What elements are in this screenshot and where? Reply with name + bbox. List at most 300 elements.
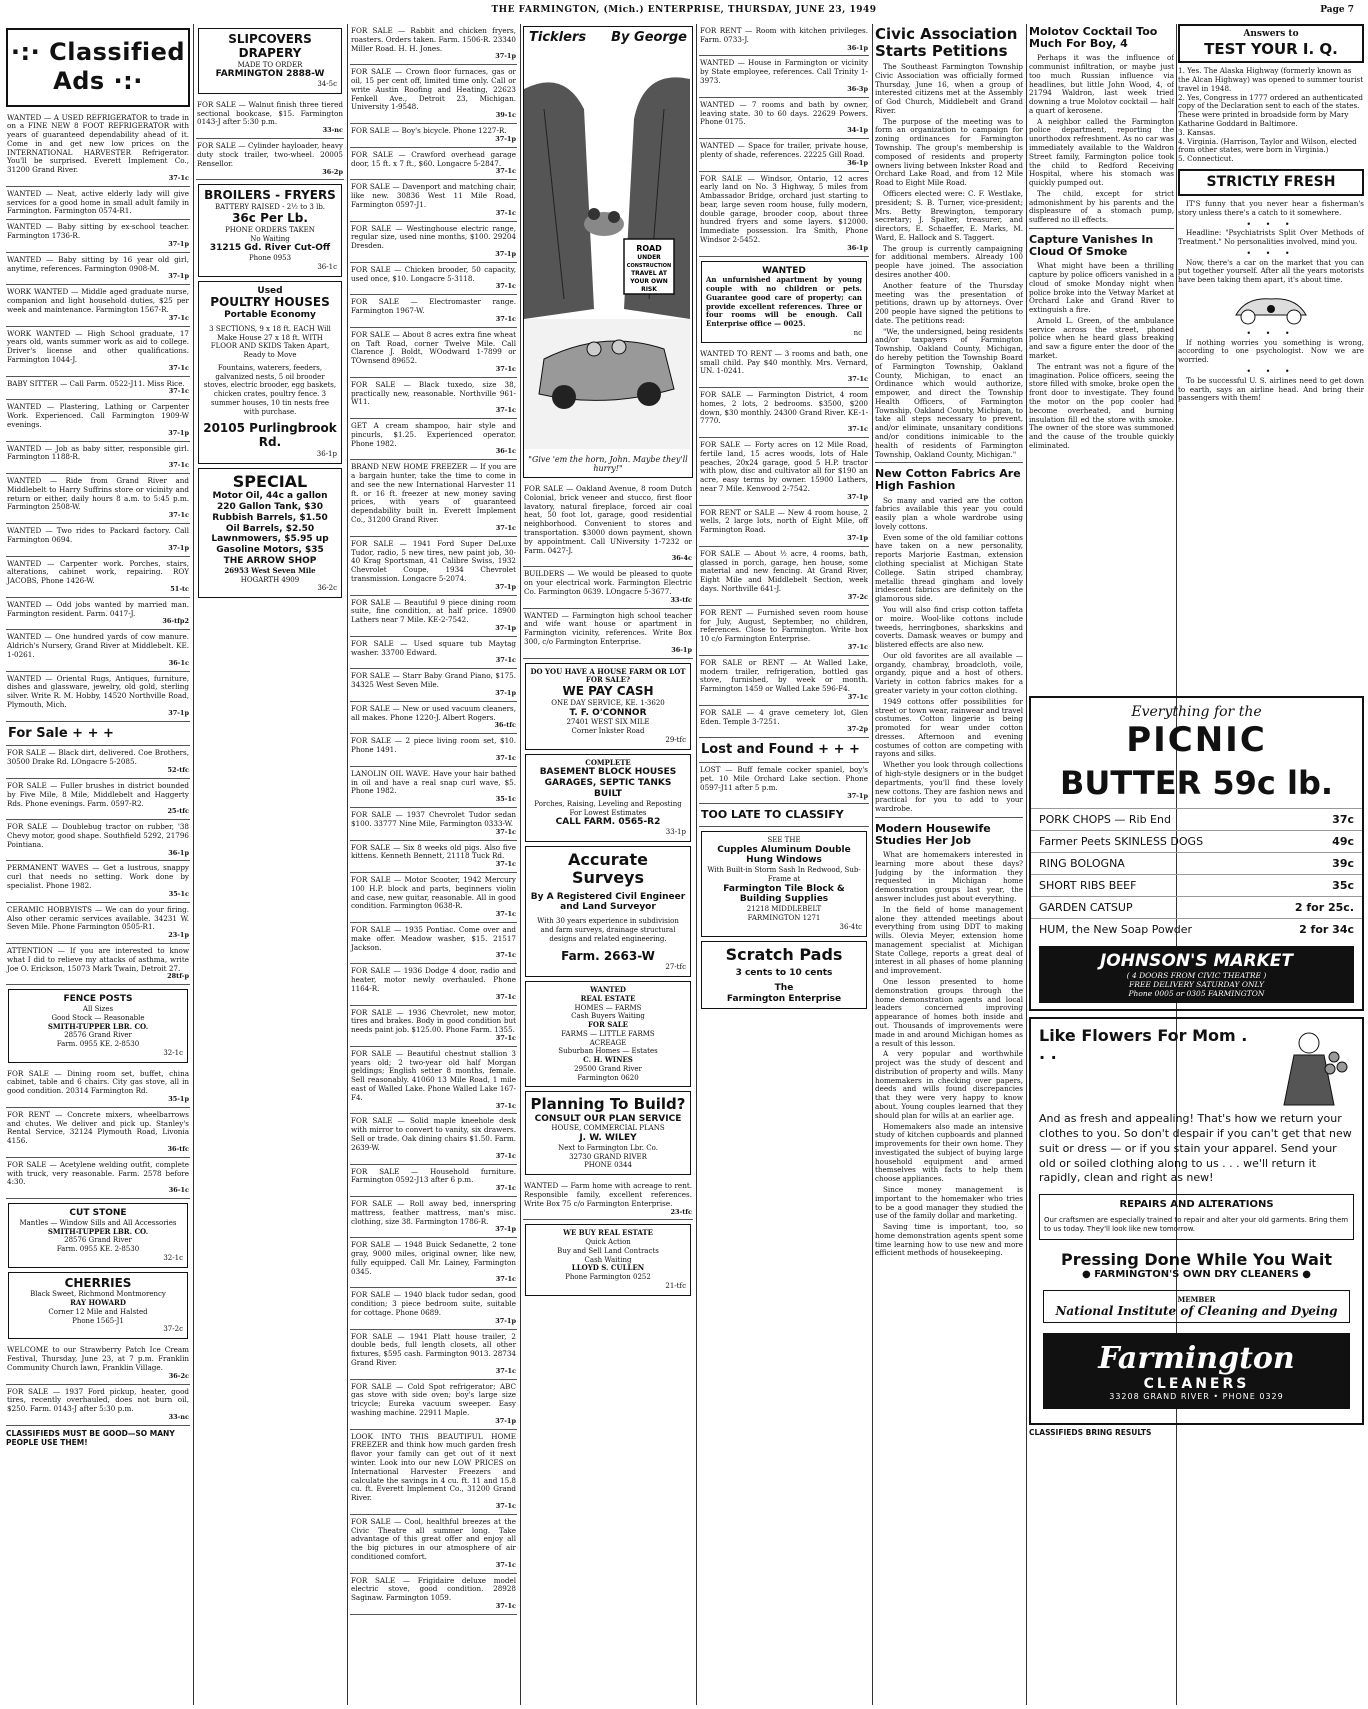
johnsons-market-ad [1029,696,1364,1011]
classified-ad [699,547,869,606]
ad-code: 34-1p [847,126,868,135]
ad-text: FOR SALE — Davenport and matching chair, like new. 30836 West 11 Mile Road, Farmington 0597-J1. [351,182,516,209]
story-paragraph: Officers elected were: C. F. Westlake, president; S. B. Turner, vice-president; Mrs. Betty Brewington, temporary secretary; J. Spalter, treasurer, and directors, E. Schaeffer, E. Marks, M. Ward, E. Hallock and S. Taggert. [875,188,1023,242]
classified-ad [6,285,190,326]
realestate-line: Cash Buyers Waiting [571,1012,645,1021]
cherries-line: Black Sweet, Richmond Montmorency [30,1290,166,1299]
molotov-story [1029,26,1174,225]
ad-code: 37-1c [495,167,516,176]
special-item: 220 Gallon Tank, $30 [216,501,324,512]
ad-code: 37-1p [495,249,516,258]
story-headline: New Cotton Fabrics Are High Fashion [875,467,1021,493]
classified-ad [6,598,190,630]
ad-code: 35-1p [168,1094,189,1103]
ad-text: FOR SALE — Household furniture. Farmington 0592-J13 after 6 p.m. [351,1166,516,1185]
ad-text: FOR SALE — Forty acres on 12 Mile Road, fertile land, 15 acres woods, lots of Hale peaches, 20x24 garage, good 5 H.P. tractor with plow, disc and cultivator all for $190 an acre, easy terms by owner. 15900 Lathers, near 7 Mile. Kenwood 2-7542. [700,440,868,493]
classified-ad [699,506,869,547]
classified-ad [350,1047,517,1115]
classified-ad [350,841,517,873]
poultry-line: 3 SECTIONS, 9 x 18 ft. EACH Will Make House 27 x 18 ft. WITH FLOOR AND SKIDS Taken Apart, Ready to Move [209,324,331,360]
cullen-line: Cash Waiting [584,1255,632,1264]
classified-ad [523,1179,693,1220]
ad-code: 36-1p [671,645,692,654]
ad-text: FOR SALE — Windsor, Ontario, 12 acres early land on No. 3 Highway, 5 miles from Ambassador Bridge, orchard just starting to bear, large seven room house, fully modern, double garage, brooder coop, about three hundred fryers and some layers. $12000. Immediate possession. Ira Smith, Phone Windsor 2-5452. [700,173,868,244]
ad-code: 37-1c [495,523,516,532]
ad-code: 37-1p [495,134,516,143]
classified-ads-title: ·:· Classified Ads ·:· [6,28,190,107]
ad-code: 23-1p [168,931,189,940]
cherries-ad [8,1272,188,1340]
ad-text: FOR SALE — Acetylene welding outfit, complete with truck, very reasonable. Farm. 2578 before 4:30. [7,1159,189,1187]
ad-text: WANTED — Oriental Rugs, Antiques, furniture, dishes and glassware, jewelry, old gold, sterling silver. Write R. M. Hobby, 14520 Northville Road, Plymouth, Mich. [7,673,189,709]
scratch-price: 3 cents to 10 cents [735,967,833,978]
ad-text: FOR SALE — 1937 Ford pickup, heater, good tires, recently overhauled, does not burn oil, $250. Farm. 0143-J after 5:30 p.m. [7,1386,189,1414]
masthead-title: THE FARMINGTON, (Mich.) ENTERPRISE, THURSDAY, JUNE 23, 1949 [491,5,877,15]
story-body [1029,262,1174,450]
col4-ads [523,482,693,658]
story-paragraph: Arnold L. Green, of the ambulance service across the street, phoned police when he heard glass breaking and saw a figure enter the door of the market. [1029,315,1174,361]
ad-code: 36-1c [168,658,189,667]
ad-text: FOR SALE — Westinghouse electric range, regular size, used nine months, $100. 29204 Dresden. [351,223,516,251]
surveys-line: With 30 years experience in subdivision and farm surveys, drainage structural designs and related engineering. [537,917,679,943]
classified-ad [523,609,693,659]
item-price: 37c [1332,813,1354,826]
ad-code: 37-1p [168,272,189,281]
ad-text: FOR RENT — Furnished seven room house for July, August, September, no children, references. Close to Farmington. Write box 10 c/o Farmington Enterprise. [700,607,868,644]
ad-code: 33-1p [665,828,686,837]
ad-code: 36-1c [495,447,516,456]
story-paragraph: A very popular and worthwhile project was the study of descent and distribution of property and wills. Many homemakers in checking over papers, deeds and wills found discrepancies that they were very happy to know about. Young couples learned that they should plan for wills at an earlier age. [875,1049,1023,1120]
story-paragraph: The child, except for strict admonishment by his parents and the displeasure of a stomach pump, suffered no ill effects. [1029,188,1174,225]
classified-ad [699,347,869,388]
classified-ad [6,400,190,441]
ad-code: 37-1p [495,1416,516,1425]
classified-ad [350,124,517,148]
classified-ad [6,187,190,220]
cullen-ad [525,1224,691,1295]
classified-ad [6,327,190,377]
ad-code: 37-1p [495,582,516,591]
ad-code: 37-1c [847,692,868,701]
ad-code: 37-1c [168,511,189,520]
story-paragraph: What might have been a thrilling capture by police officers vanished in a cloud of smoke Monday night when police broke into the Vetway Market at Orchard Lake and Grand River to extinguish a fire. [1029,261,1174,315]
ad-code: 37-1c [168,387,189,396]
ad-code: 37-1c [495,1033,516,1042]
ad-text: FOR SALE — Cool, healthful breezes at the Civic Theatre all summer long. Take advantage of this great offer and enjoy all the big pictures in our atmosphere of air conditioned comfort. [351,1516,516,1561]
ad-text: FOR SALE — Frigidaire deluxe model electric stove, good condition. 28928 Saginaw. Farmington 1059. [351,1575,516,1603]
strictly-fresh-column [1178,200,1364,403]
ad-text: FOR SALE — Black dirt, delivered. Coe Brothers, 30500 Drake Rd. LOngacre 5-2085. [7,748,189,767]
ad-code: 37-1p [168,543,189,552]
ad-code: 28tf-p [167,972,189,981]
ad-text: ATTENTION — If you are interested to know what I did to relieve my attacks of asthma, write Joe O. Erickson, 15073 Mark Twain, Detroit 27. [7,946,189,973]
story-body [875,497,1023,814]
ad-text: FOR SALE — 1937 Chevrolet Tudor sedan $100. 33777 Nine Mile, Farmington 0333-W. [351,810,516,828]
ad-code: 37-1p [495,623,516,632]
butter-price: BUTTER 59c lb. [1059,764,1334,802]
ad-text: WELCOME to our Strawberry Patch Ice Cream Festival, Thursday, June 23, at 7 p.m. Franklin Community Church lawn, Franklin Village. [7,1345,189,1372]
ad-code: 52-tfc [167,766,189,775]
ad-code: 33-nc [322,126,343,135]
ad-text: WANTED — Farm home with acreage to rent. Responsible family, excellent references. Write Box 75 c/o Farmington Enterprise. [524,1181,692,1208]
classified-ad [350,460,517,536]
cleaners-headline: Like Flowers For Mom . . . [1039,1026,1248,1064]
ad-text: WORK WANTED — High School graduate, 17 years old, wants summer work as aid to college. Driver's license and other qualifications. Farmington 1044-J. [7,328,189,364]
ad-text: FOR SALE — Rabbit and chicken fryers, roasters. Orders taken. Farm. 1506-R. 23340 Miller Road. H. H. Jones. [351,26,516,53]
cleaners-text: And as fresh and appealing! That's how we return your clothes to you. So don't despair if you can't get that new suit or dress — or if you stain your apparel. Send your old or soiled clothing along to us . . . we'll return it rapidly, clean and right as new! [1039,1112,1352,1185]
ad-code: 36-2c [168,1371,189,1380]
column-rule [696,24,697,1705]
ad-code: nc [853,328,862,337]
realestate-line: WANTED [590,985,626,995]
ad-code: 36-1p [847,158,868,167]
institute-badge [1043,1290,1350,1323]
stone-title: CUT STONE [69,1208,127,1219]
planning-ad [525,1091,691,1175]
cupples-ad [701,831,867,937]
broilers-address: 31215 Gd. River Cut-Off [209,243,331,254]
sign-line: YOUR OWN [630,277,668,285]
sign-line: UNDER [637,253,661,261]
cotton-fabrics-story [875,462,1023,814]
column-1 [6,24,190,1705]
ad-text: FOR SALE — 1935 Pontiac. Come over and make offer. Meadow washer, $15. 21517 Jackson. [351,925,516,952]
story-paragraph: Saving time is important, too, so home demonstration agents spent some time learning how to use new and more efficient methods of housekeeping. [875,1222,1023,1258]
cartoon-caption: "Give 'em the horn, John. Maybe they'll hurry!" [528,454,688,474]
ad-code: 37-1c [495,406,516,415]
ad-code: 37-1c [495,1501,516,1510]
surveys-title: Accurate Surveys [568,849,648,888]
cleaners-address: 33208 GRAND RIVER • PHONE 0329 [1109,1391,1284,1401]
ad-code: 37-2c [163,1325,183,1334]
classified-ad [196,98,344,139]
market-price-row [1031,808,1362,830]
ad-text: FOR SALE — Beautiful chestnut stallion 3 years old; 2 two-year old half Morgan geldings; English setter 8 months, female. Sell reasonably. 41060 13 Mile Road, 1 mile east of Walled Lake. Phone Walled Lake 167-F4. [351,1048,516,1102]
special-item: Lawnmowers, $5.95 up [211,534,329,545]
cullen-phone: Phone Farmington 0252 [565,1273,651,1282]
item-name: HUM, the New Soap Powder [1039,923,1193,936]
surveys-phone: Farm. 2663-W [561,948,655,963]
item-name: Farmer Peets SKINLESS DOGS [1039,835,1204,848]
cupples-headline: Cupples Aluminum Double Hung Windows [717,844,851,866]
cut-stone-ad [8,1203,188,1268]
market-price-row [1031,830,1362,852]
basement-ad [525,754,691,842]
cleaners-name: Farmington [1098,1340,1295,1376]
ad-text: WANTED — One hundred yards of cow manure. Aldrich's Nursery, Grand River at Middlebelt. KE. 1-0261. [7,632,189,659]
smoke-story [1029,228,1174,451]
classified-ad [350,923,517,964]
classified-ad [6,746,190,778]
ad-text: LANOLIN OIL WAVE. Have your hair bathed in oil and have a real snap curl wave, $5. Phone 1982. [351,768,516,796]
item-price: 49c [1332,835,1354,848]
cleaners-banner [1043,1333,1350,1409]
ad-code: 37-1c [168,461,189,470]
ad-code: 37-1c [495,1602,516,1611]
ad-code: 37-1c [495,827,516,836]
classified-ad [350,808,517,840]
poultry-line: Fountains, waterers, feeders, galvanized nests, 5 oil brooder stoves, electric brooder, egg baskets, chicken crates, poultry fence. 3 summer houses, 10 tin nests free with purchase. [203,363,337,416]
ad-text: FOR SALE — Oakland Avenue, 8 room Dutch Colonial, brick veneer and stucco, first floor lavatory, natural fireplace, forced air coal heat, 50 foot lot, garage, good residential neighborhood. Convenient to stores and transportation. $3000 down payment, shown by appointment. Call UNiversity 1-7232 or Farm. 0427-J. [524,484,692,555]
cullen-line: Quick Action [585,1238,631,1247]
fence-phone: Farm. 0955 KE. 2-8530 [56,1040,140,1049]
classified-ad [350,669,517,701]
ad-code: 37-1c [495,1101,516,1110]
ad-text: FOR SALE — Six 8 weeks old pigs. Also five kittens. Kenneth Bennett, 21118 Tuck Rd. [351,842,516,861]
ad-text: FOR RENT — Concrete mixers, wheelbarrows and chutes. We deliver and pick up. Stanley's Rental Service, 32124 Plymouth Road, Livonia 4156. [7,1109,189,1146]
story-headline: Civic Association Starts Petitions [875,25,1018,60]
repairs-box [1039,1194,1354,1239]
special-ad [198,468,342,598]
classified-ad [350,1574,517,1615]
story-paragraph: A neighbor called the Farmington police department, reporting the unorthodox refreshment. As no car was immediately available to the Waldron Street family, Farmington police took the child to Redford Receiving Hospital, where his stomach was quickly pumped out. [1029,116,1174,188]
ad-text: WANTED — A USED REFRIGERATOR to trade in on a FINE NEW 8 FOOT REFRIGERATOR with years of guaranteed dependability ahead of it. Come in and get new low prices on the INTERNATIONAL HARVESTER Refrigerator. You'll be surprised. Everett Implement Co., 31200 Grand River. [7,112,189,175]
classified-ad [350,328,517,378]
ad-text: FOR RENT — Room with kitchen privileges. Farm. 0733-J. [700,26,868,44]
wanted-title: WANTED [762,265,806,276]
member-label: MEMBER [1177,1294,1216,1304]
ad-code: 37-1p [168,239,189,248]
story-paragraph: Homemakers also made an intensive study of kitchen cupboards and planned improvements for their own home. They investigated the subject of buying large household equipment and armed themselves with facts to help them choose appliances. [875,1121,1023,1184]
realestate-address: 29500 Grand River [574,1064,642,1073]
ad-code: 36-1c [168,1186,189,1195]
classified-ad [699,24,869,56]
lost-ad [699,763,869,804]
ad-code: 37-1c [495,951,516,960]
ad-code: 21-tfc [665,1281,686,1290]
ad-text: LOOK INTO THIS BEAUTIFUL HOME FREEZER and think how much garden fresh flavor your family can get out of it next winter. Look into our new LOW PRICES on International Harvester Freezers and calculate the savings in 4 cu. ft. 11 and 15.8 cu. ft. Everett Implement Co., 31200 Grand River. [351,1431,516,1503]
ad-code: 36-1c [317,262,337,271]
classified-ad [6,1385,190,1426]
ad-code: 37-1c [495,753,516,762]
column-rule [193,24,194,1705]
ad-text: CERAMIC HOBBYISTS — We can do your firing. Also other ceramic services available. 34231 W. Seven Mile. Phone Farmington 0505-R1. [7,904,189,932]
market-sub: Phone 0005 or 0305 FARMINGTON [1128,989,1265,998]
broilers-line: BATTERY RAISED - 2½ to 3 lb. [214,203,326,212]
ad-code: 39-1c [495,111,516,120]
classified-ad [6,474,190,524]
classified-ad [350,1114,517,1164]
story-paragraph: 2. Yes, Congress in 1777 ordered an authenticated copy of the Declaration sent to each of the states. These were printed in broadside form by Mary Katharine Goddard in Baltimore. [1178,92,1363,128]
ad-code: 37-1c [495,860,516,869]
column-rule [520,24,521,1705]
cupples-phone: FARMINGTON 1271 [747,914,821,923]
classified-ad [350,767,517,808]
stone-line: Mantles — Window Sills and All Accessories [19,1218,177,1227]
classified-ad [350,65,517,124]
misc-ads [6,1067,190,1200]
column-4 [523,24,693,1705]
special-title: SPECIAL [232,471,308,491]
ad-code: 37-1c [495,208,516,217]
ad-text: WANTED — House in Farmington or vicinity by State employee, references. Call Trinity 1-3973. [700,58,868,86]
column-3 [350,24,517,1705]
planning-address: 32730 GRAND RIVER [569,1152,647,1161]
ad-text: BRAND NEW HOME FREEZER — If you are a bargain hunter, take the time to come in and see the new International Harvester 11 ft. or 16 ft. freezer at new money saving prices, with years of guaranteed dependability built in. Everett Implement Co., 31200 Grand River. [351,462,516,525]
classified-ad [6,903,190,944]
classified-ad [699,606,869,656]
cartoon-author: By George [611,30,687,45]
classified-ad [350,1165,517,1197]
classified-ad [350,964,517,1005]
ad-text: FOR SALE — 1936 Chevrolet, new motor, tires and brakes. Body in good condition but needs paint job. $125.00. Phone Farm. 1355. [351,1007,516,1035]
poultry-title: POULTRY HOUSES [210,295,330,310]
ad-text: FOR SALE — Dining room set, buffet, china cabinet, table and 6 chairs. City gas stove, all in good condition. 20314 Farmington Rd. [7,1068,189,1096]
civic-association-story [875,26,1023,459]
basement-line: COMPLETE [585,757,631,767]
masthead [0,0,1368,22]
repairs-text: Our craftsmen are especially trained to repair and alter your old garments. Bring them to us today. They'll look like new tomorrow. [1044,1215,1349,1234]
ad-text: FOR SALE — 1936 Dodge 4 door, radio and heater, motor newly overhauled. Phone 1164-R. [351,966,516,993]
poultry-houses-ad [198,281,342,464]
story-paragraph: 1. Yes. The Alaska Highway (formerly known as the Alcan Highway) was opened to summer tourist travel in 1948. [1178,66,1364,93]
classified-ad [350,1238,517,1288]
repairs-heading: REPAIRS AND ALTERATIONS [1119,1199,1274,1211]
fresh-paragraph: To be successful U. S. airlines need to get down to earth, says an airline head. And bring their passengers with them! [1178,375,1364,403]
classified-ad [350,734,517,766]
ad-text: FOR SALE — 1941 Ford Super DeLuxe Tudor, radio, 5 new tires, new paint job, 30-40 Krag Sportsman, 41 Calibre Swiss, 1932 Chevrolet Coupe, 1934 Chevrolet transmission. Longacre 5-2074. [351,538,516,583]
car-parts-icon [1226,287,1316,327]
broilers-line: No Waiting [250,234,290,243]
sign-line: RISK [641,285,657,293]
classified-ad [350,378,517,419]
scratch-pads-ad [701,941,867,1010]
ad-text: FOR SALE — Fuller brushes in district bounded by Five Mile, 8 Mile, Middlebelt and Haggerty Rds. Phone evenings. Farm. 0597-R2. [7,780,189,808]
pressing-subline: ● FARMINGTON'S OWN DRY CLEANERS ● [1082,1268,1311,1280]
fence-company: SMITH-TUPPER LBR. CO. [47,1021,149,1031]
ad-text: FOR SALE — Solid maple kneehole desk with mirror to convert to vanity, six drawers. Sell or trade. Oak dining chairs $1.50. Farm. 2639-W. [351,1116,516,1152]
oconnor-line: ONE DAY SERVICE, KE. 1-3620 [551,698,665,707]
item-price: 35c [1332,879,1354,892]
ad-code: 35-1c [495,795,516,804]
classified-ad [523,482,693,567]
ad-text: FOR SALE — Boy's bicycle. Phone 1227-R. [351,126,507,136]
quiz-title: Answers to [1243,29,1299,39]
col5-ads-rent [699,347,869,739]
ad-code: 36-3p [847,84,868,93]
ad-text: FOR SALE — Electromaster range. Farmington 1967-W. [351,297,516,316]
cherries-address: Corner 12 Mile and Halsted [48,1307,148,1316]
oconnor-headline: WE PAY CASH [562,684,654,699]
ticklers-cartoon [523,26,693,478]
institute-name: National Institute of Cleaning and Dyeing [1055,1303,1338,1318]
special-address: 26953 West Seven Mile [224,565,316,575]
story-headline: Molotov Cocktail Too Much For Boy, 4 [1029,25,1158,51]
ad-text: BABY SITTER — Call Farm. 0522-J11. Miss Rice. [7,378,185,388]
column-8 [1178,24,1364,684]
surveys-ad [525,846,691,977]
col5-ads [699,24,869,257]
market-price-list [1031,808,1362,940]
classified-ad [6,220,190,252]
ad-text: WANTED TO RENT — 3 rooms and bath, one small child. Pay $40 monthly. Mrs. Vernard, UN. 1-0241. [700,348,868,376]
cherries-phone: Phone 1565-J1 [72,1316,124,1325]
ad-code: 36-2p [322,167,343,176]
classified-ad [350,1288,517,1329]
ad-text: PERMANENT WAVES — Get a lustrous, snappy curl that needs no setting. Work done by specialist. Phone 1982. [7,863,189,891]
separator-dots: • • • [1246,367,1296,376]
classified-ad [350,222,517,263]
broilers-title: BROILERS - FRYERS [204,188,336,203]
story-paragraph: 5. Connecticut. [1178,154,1234,164]
story-paragraph: So many and varied are the cotton fabrics available this year you could easily plan a whole wardrobe using lovely cottons. [875,495,1023,531]
classified-ad [6,1108,190,1158]
broilers-phone: Phone 0953 [248,254,292,263]
classified-ad [350,702,517,734]
broilers-price: 36c Per Lb. [232,210,308,225]
special-item: Rubbish Barrels, $1.50 [212,512,328,523]
special-item: Oil Barrels, $2.50 [225,523,315,534]
realestate-line: FOR SALE [587,1020,629,1030]
story-body [875,851,1023,1258]
classified-ad [350,537,517,596]
item-price: 2 for 34c [1299,923,1354,936]
special-phone: HOGARTH 4909 [240,575,300,584]
ad-text: WANTED — Plastering, Lathing or Carpenter Work. Experienced. Call Farmington 1909-W evenings. [7,402,189,429]
realestate-phone: Farmington 0620 [577,1073,639,1082]
classified-ad [6,1158,190,1199]
classified-ad [350,1006,517,1047]
ad-code: 37-1c [495,1275,516,1284]
picnic-word: PICNIC [1126,720,1267,760]
poultry-title: Used [257,285,283,296]
cleaners-name2: CLEANERS [1143,1375,1250,1392]
story-body [1029,54,1174,225]
planning-line: CONSULT OUR PLAN SERVICE [534,1113,682,1124]
story-paragraph: In the field of home management alone they attended meetings about everything from using DDT to making wills. Olevia Meyer, extension home management specialist at Michigan State College, reports a great deal of interest in all phases of home planning and improvement. [875,904,1023,976]
story-paragraph: One lesson presented to home demonstration groups through the home demonstration agents and local leaders concerned improving appearance of homes both inside and out. Thousands of improvements were made in and around Michigan homes as a result of this lesson. [875,977,1023,1048]
ad-text: FOR SALE — 1948 Buick Sedanette, 2 tone gray, 9000 miles, original owner, like new, fully equipped. Call Mr. Lainey, Farmington 0345. [351,1240,516,1276]
stone-phone: Farm. 0955 KE. 2-8530 [56,1245,140,1254]
ad-text: FOR SALE — Beautiful 9 piece dining room suite, fine condition, at half price. 18900 Lathers near 7 Mile. KE-2-7542. [351,597,516,625]
ad-code: 37-2p [847,725,868,734]
ad-text: WANTED — 7 rooms and bath by owner, leaving state. 30 to 60 days. 22629 Powers. Phone 0175. [700,99,868,127]
classified-ad [699,139,869,171]
ad-code: 36-2c [317,584,337,593]
ad-code: 37-1c [847,375,868,384]
stone-address: 28576 Grand River [64,1236,132,1245]
separator-dots: • • • [1246,328,1296,338]
fence-line: Good Stock — Reasonable [51,1013,145,1022]
ad-code: 37-1p [168,428,189,437]
ad-text: FOR SALE or RENT — At Walled Lake, modern trailer, refrigeration, bottled gas stove, furnished, by week or month. Farmington 1459 or Walled Lake 596-F4. [700,657,868,694]
separator-dots: • • • [1246,248,1296,258]
surveys-line: By A Registered Civil Engineer and Land Surveyor [530,891,686,913]
item-price: 2 for 25c. [1294,901,1354,914]
classified-ad [6,253,190,285]
story-paragraph: The entrant was not a figure of the imagination. Police officers, seeing the store filled with smoke, broke open the front door to investigate. They found the motor on the pop cooler had become overheated, and burning insulation fill ed the store with smoke. The owner of the store was summoned and the cause of the trouble quickly eliminated. [1029,361,1174,450]
col3-ads [350,24,517,1615]
cartoon-illustration [524,49,690,449]
ad-code: 37-1c [495,656,516,665]
broilers-ad [198,184,342,276]
slipcovers-phone: FARMINGTON 2888-W [215,69,325,80]
classifieds-footer: CLASSIFIEDS MUST BE GOOD—SO MANY PEOPLE USE THEM! [6,1428,175,1447]
story-body [875,63,1023,459]
ad-code: 37-1p [847,533,868,542]
market-name: JOHNSON'S MARKET [1099,951,1294,971]
oconnor-address: Corner Inkster Road [571,727,645,736]
ad-text: GET A cream shampoo, hair style and pincurls, $1.25. Experienced operator. Phone 1982. [351,421,516,448]
fresh-paragraph: IT'S funny that you never hear a fisherman's story unless there's a catch to it somewhere. [1178,198,1364,217]
cupples-address: 21218 MIDDLEBELT [746,905,822,914]
ad-text: FOR SALE — Farmington District, 4 room homes, 2 lots, 2 bedrooms. $3500, $200 down, $30 monthly. 24300 Grand River. KE-1-7770. [700,389,868,426]
col2-ads [196,98,344,181]
ad-text: FOR SALE — Used square tub Maytag washer. 33700 Edward. [351,638,516,657]
ad-code: 37-1c [495,314,516,323]
classified-ad [350,1380,517,1430]
fresh-paragraph: Now, there's a car on the market that you can put together yourself. After all the years motorists have been taking them apart, it's about time. [1178,257,1364,285]
